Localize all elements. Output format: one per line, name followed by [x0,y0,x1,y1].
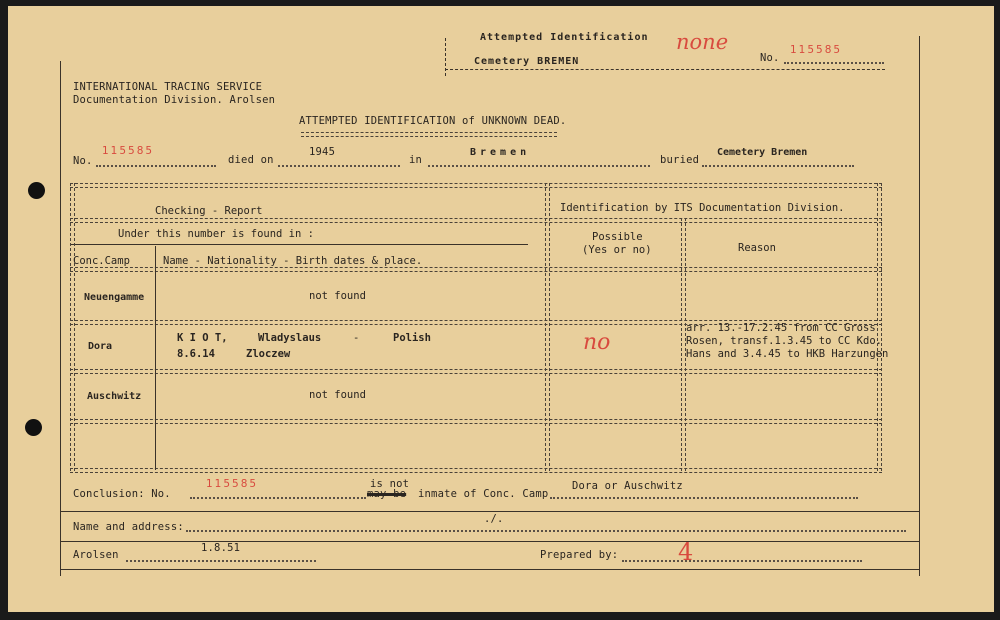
row-2-dash: - [353,332,360,344]
row-2-birthplace: Zloczew [246,348,291,360]
conclusion-may-be-struck: may be [367,488,407,500]
prepared-by-dots [622,560,862,562]
record-no-value: 115585 [102,145,155,157]
frame-left [60,61,61,576]
conclusion-camps-dots [550,497,858,499]
table-left-edge [70,183,75,471]
died-on-label: died on [228,154,274,166]
buried-label: buried [660,154,700,166]
record-no-label: No. [73,155,93,167]
row-camp-auschwitz: Auschwitz [87,391,142,402]
conclusion-divider [60,511,920,512]
tracing-card [8,6,994,612]
checking-report-header: Checking - Report [155,205,263,217]
record-no-dots [96,165,216,167]
row-3-result: not found [309,389,366,401]
table-right-edge [877,183,882,471]
name-address-label: Name and address: [73,521,184,533]
row-2-nationality: Polish [393,332,431,344]
prepared-by-label: Prepared by: [540,549,619,561]
row-camp-neuengamme: Neuengamme [84,292,145,303]
reason-header: Reason [738,242,776,254]
stamp-box-underline [445,69,885,70]
name-address-dots [186,530,906,532]
date-value: 1.8.51 [201,542,241,554]
conclusion-no-dots [190,497,366,499]
frame-bottom [60,569,920,570]
stamp-cemetery-bremen: Cemetery BREMEN [474,56,580,67]
header-no-label: No. [760,52,780,64]
row-2-reason-line3: Hans and 3.4.45 to HKB Harzungen [686,348,889,360]
org-name: INTERNATIONAL TRACING SERVICE [73,81,263,93]
place-value: Bremen [470,147,531,158]
table-col-camp [155,246,156,470]
org-division: Documentation Division. Arolsen [73,94,276,106]
name-address-value: ./. [484,513,504,525]
row-2-firstname: Wladyslaus [258,332,322,344]
conclusion-no: 115585 [206,478,259,490]
punch-hole-bottom [25,419,42,436]
table-row-sep-2 [70,369,882,374]
died-on-dots [278,165,400,167]
stamp-box-border [445,38,447,76]
col-camp-header: Conc.Camp [73,255,130,267]
table-row-sep-report [70,218,882,223]
conclusion-label: Conclusion: No. [73,488,171,500]
title-underline [301,132,557,137]
possible-subheader: (Yes or no) [582,244,652,256]
col-name-header: Name - Nationality - Birth dates & place. [163,255,423,267]
city-label: Arolsen [73,549,119,561]
address-divider [60,541,920,542]
row-2-birthdate: 8.6.14 [177,348,215,360]
table-bottom [70,468,882,473]
row-2-surname: K I O T, [177,332,228,344]
conclusion-is-not: is not [370,478,410,490]
row-2-reason-line1: arr. 13.-17.2.45 from CC Gross [686,322,876,334]
stamp-attempted-identification: Attempted Identification [480,32,649,43]
header-no-value: 115585 [790,44,843,56]
row-2-reason-line2: Rosen, transf.1.3.45 to CC Kdo. [686,335,882,347]
identification-header: Identification by ITS Documentation Division. [560,202,845,214]
punch-hole-top [28,182,45,199]
buried-dots [702,165,854,167]
place-dots [428,165,650,167]
handwritten-none: none [676,30,729,54]
date-dots [126,560,316,562]
conclusion-camps: Dora or Auschwitz [572,480,683,492]
row-2-possible-no: no [583,330,611,355]
prepared-by-initial: 4 [678,538,694,566]
table-header-bottom [70,267,882,272]
conclusion-inmate: inmate of Conc. Camp [418,488,549,500]
table-top [70,183,882,188]
in-label: in [409,154,423,166]
possible-header: Possible [592,231,643,243]
table-row-sep-3 [70,419,882,424]
found-in-header: Under this number is found in : [118,228,314,240]
buried-value: Cemetery Bremen [717,147,808,158]
table-col-mid [545,183,550,471]
form-title: ATTEMPTED IDENTIFICATION of UNKNOWN DEAD. [299,115,567,127]
frame-right [919,36,920,576]
table-line-found-in [70,244,528,245]
died-on-value: 1945 [309,146,336,158]
header-no-dots [784,62,884,64]
row-camp-dora: Dora [88,341,113,352]
row-1-result: not found [309,290,366,302]
